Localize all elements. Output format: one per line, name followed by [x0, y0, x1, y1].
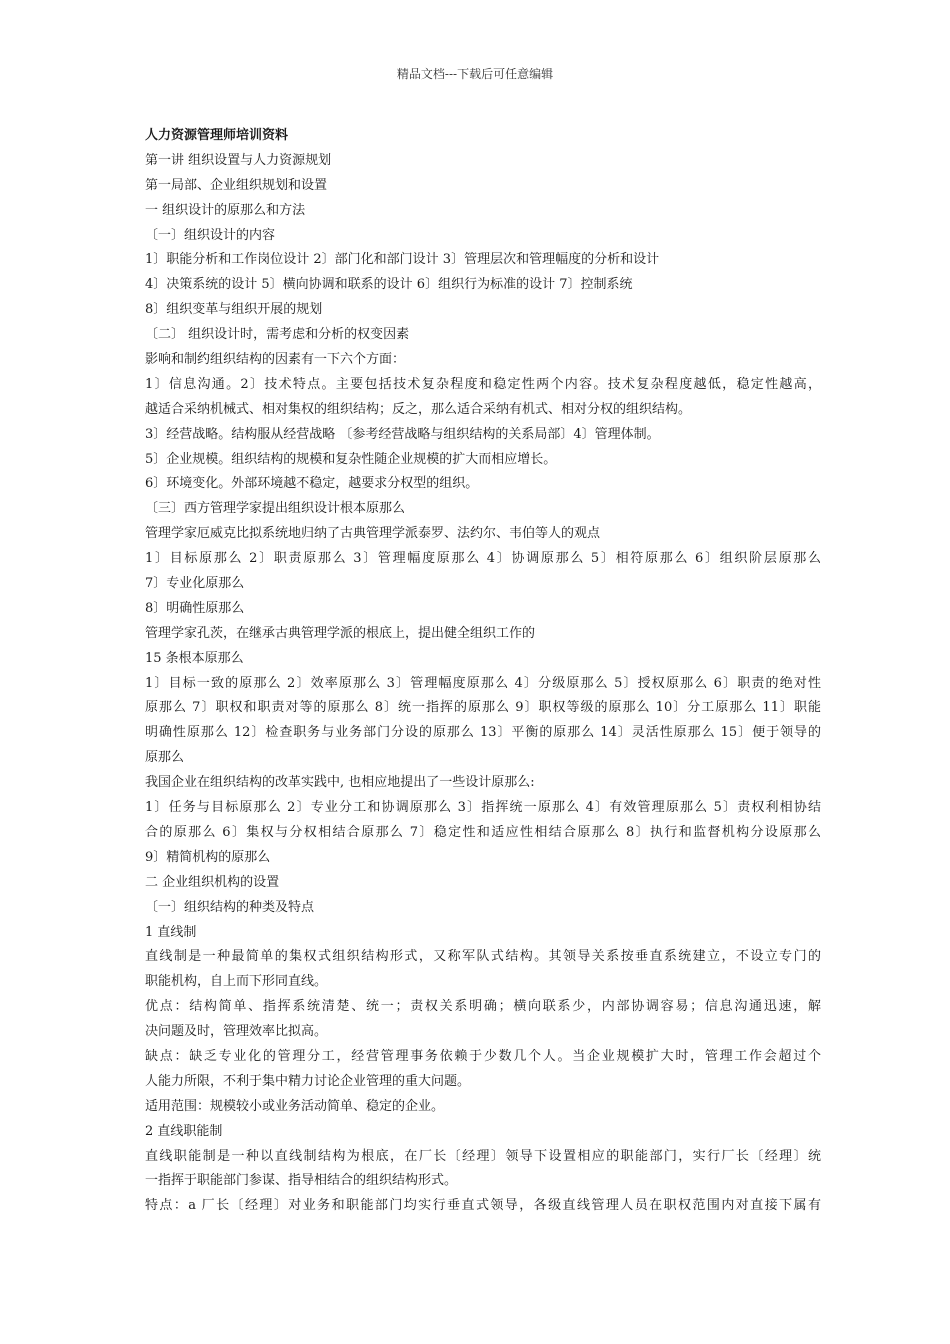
paragraph-line: 管理学家孔茨，在继承古典管理学派的根底上，提出健全组织工作的	[145, 625, 536, 641]
paragraph-line: 8〕明确性原那么	[145, 600, 245, 616]
paragraph-line: 一指挥于职能部门参谋、指导相结合的组织结构形式。	[145, 1173, 458, 1189]
paragraph-line: 8〕组织变革与组织开展的规划	[145, 302, 323, 318]
paragraph-line: 5〕企业规模。组织结构的规模和复杂性随企业规模的扩大而相应增长。	[145, 451, 557, 467]
paragraph-line: 我国企业在组织结构的改革实践中, 也相应地提出了一些设计原那么:	[145, 775, 535, 791]
paragraph-line: 优点：结构简单、指挥系统清楚、统一；责权关系明确；横向联系少，内部协调容易；信息沟通迅速，解	[145, 999, 821, 1015]
subsection-heading: 〔一〕组织结构的种类及特点	[145, 899, 315, 915]
paragraph-line: 影响和制约组织结构的因素有一下六个方面：	[145, 352, 406, 368]
subsection-heading: 〔三〕西方管理学家提出组织设计根本原那么	[145, 501, 406, 517]
document-title: 人力资源管理师培训资料	[145, 128, 289, 143]
paragraph-line: 6〕环境变化。外部环境越不稳定，越要求分权型的组织。	[145, 476, 479, 492]
subsection-heading: 〔一〕组织设计的内容	[145, 227, 276, 243]
paragraph-line: 特点：a 厂长〔经理〕对业务和职能部门均实行垂直式领导，各级直线管理人员在职权范围内对直接下属有	[145, 1198, 821, 1214]
page-header: 精品文档---下载后可任意编辑	[396, 67, 554, 81]
paragraph-line: 15 条根本原那么	[145, 650, 244, 666]
paragraph-line: 1〕目标一致的原那么 2〕效率原那么 3〕管理幅度原那么 4〕分级原那么 5〕授权原那么 6〕职责的绝对性	[145, 675, 821, 691]
paragraph-line: 1〕职能分析和工作岗位设计 2〕部门化和部门设计 3〕管理层次和管理幅度的分析和设计	[145, 252, 660, 268]
paragraph-line: 9〕精简机构的原那么	[145, 849, 271, 865]
paragraph-line: 适用范围：规模较小或业务活动简单、稳定的企业。	[145, 1098, 445, 1114]
paragraph-line: 直线职能制是一种以直线制结构为根底，在厂长〔经理〕领导下设置相应的职能部门，实行厂长〔经理〕统	[145, 1148, 821, 1164]
paragraph-line: 决问题及时，管理效率比拟高。	[145, 1024, 328, 1040]
paragraph-line: 职能机构，自上而下形同直线。	[145, 974, 328, 990]
paragraph-line: 原那么 7〕职权和职责对等的原那么 8〕统一指挥的原那么 9〕职权等级的原那么 10〕分工原那么 11〕职能	[145, 700, 821, 716]
paragraph-line: 明确性原那么 12〕检查职务与业务部门分设的原那么 13〕平衡的原那么 14〕灵活性原那么 15〕便于领导的	[145, 725, 821, 741]
subsection-heading: 2 直线职能制	[145, 1123, 223, 1139]
paragraph-line: 7〕专业化原那么	[145, 576, 245, 592]
paragraph-line: 直线制是一种最简单的集权式组织结构形式，又称军队式结构。其领导关系按垂直系统建立，不设立专门的	[145, 949, 821, 965]
section-heading: 二 企业组织机构的设置	[145, 874, 280, 890]
section-heading: 一 组织设计的原那么和方法	[145, 202, 306, 218]
paragraph-line: 合的原那么 6〕集权与分权相结合原那么 7〕稳定性和适应性相结合原那么 8〕执行和监督机构分设原那么	[145, 824, 821, 840]
paragraph-line: 1〕任务与目标原那么 2〕专业分工和协调原那么 3〕指挥统一原那么 4〕有效管理原那么 5〕责权利相协结	[145, 800, 821, 816]
document-body	[145, 124, 821, 1219]
subsection-heading: 1 直线制	[145, 924, 197, 940]
paragraph-line: 缺点：缺乏专业化的管理分工，经营管理事务依赖于少数几个人。当企业规模扩大时，管理工作会超过个	[145, 1048, 821, 1064]
paragraph-line: 原那么	[145, 750, 185, 766]
lecture-heading: 第一讲 组织设置与人力资源规划	[145, 152, 332, 168]
paragraph-line: 3〕经营战略。结构服从经营战略 〔参考经营战略与组织结构的关系局部〕4〕管理体制。	[145, 426, 660, 442]
paragraph-line: 越适合采纳机械式、相对集权的组织结构；反之，那么适合采纳有机式、相对分权的组织结构。	[145, 401, 692, 417]
part-heading: 第一局部、企业组织规划和设置	[145, 177, 328, 193]
subsection-heading: 〔二〕 组织设计时，需考虑和分析的权变因素	[145, 327, 410, 343]
paragraph-line: 管理学家厄威克比拟系统地归纳了古典管理学派泰罗、法约尔、韦伯等人的观点	[145, 526, 601, 542]
paragraph-line: 4〕决策系统的设计 5〕横向协调和联系的设计 6〕组织行为标准的设计 7〕控制系统	[145, 277, 633, 293]
paragraph-line: 1〕信息沟通。2〕技术特点。主要包括技术复杂程度和稳定性两个内容。技术复杂程度越低，稳定性越高，	[145, 376, 821, 392]
paragraph-line: 1〕目标原那么 2〕职责原那么 3〕管理幅度原那么 4〕协调原那么 5〕相符原那么 6〕组织阶层原那么	[145, 551, 821, 567]
paragraph-line: 人能力所限，不利于集中精力讨论企业管理的重大问题。	[145, 1073, 471, 1089]
